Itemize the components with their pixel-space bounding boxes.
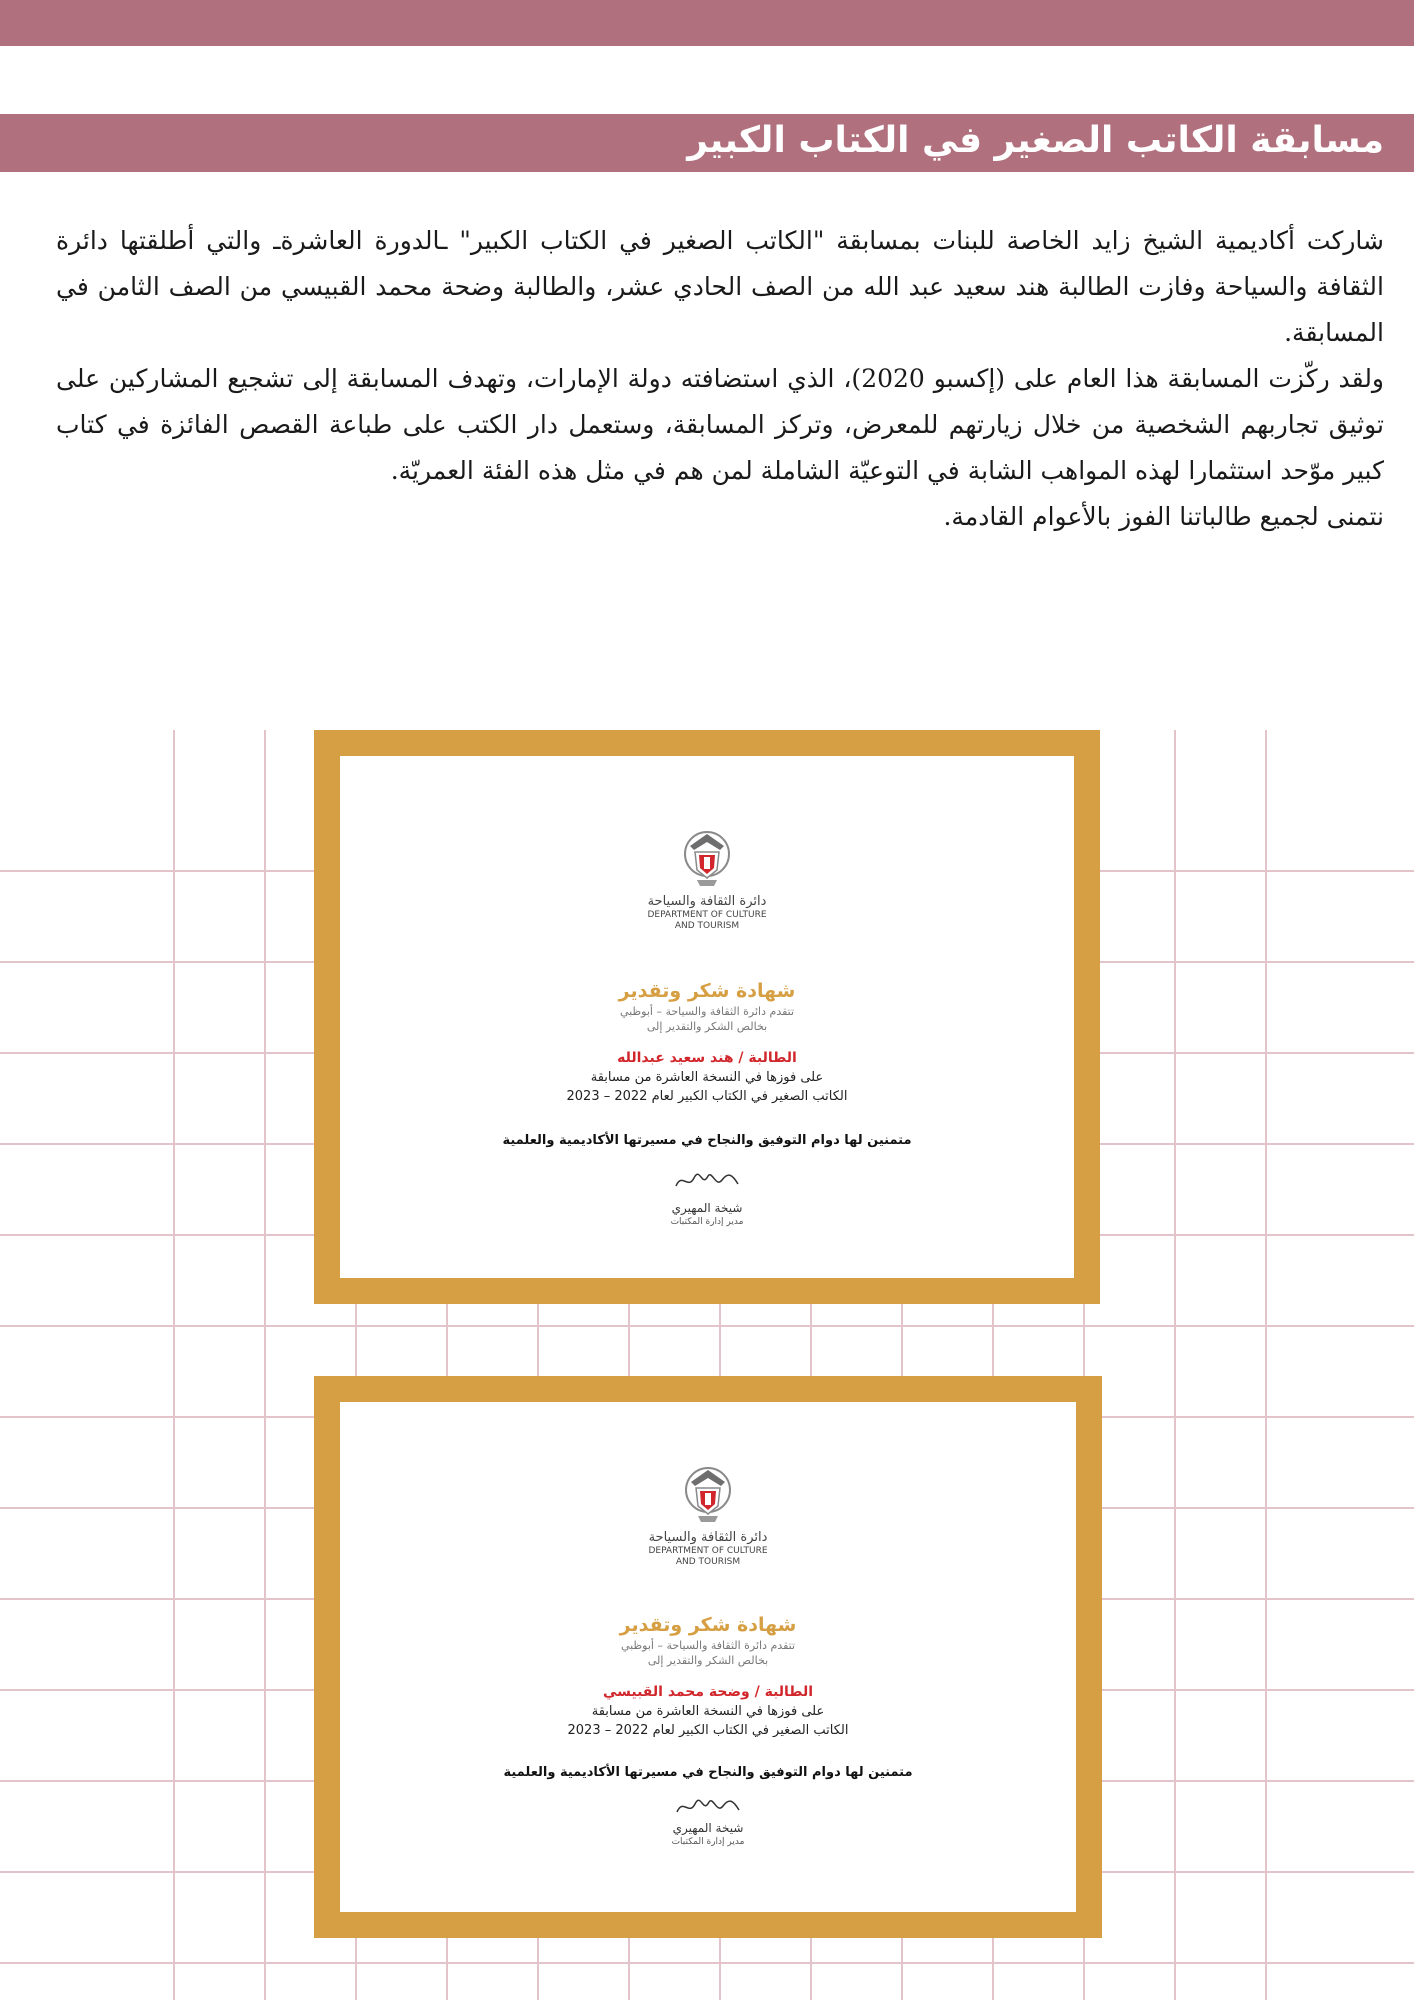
article-paragraph-3: نتمنى لجميع طالباتنا الفوز بالأعوام القادمة. (943, 502, 1384, 531)
department-name-en-line2: AND TOURISM (674, 921, 740, 931)
certificate-body-line1: على فوزها في النسخة العاشرة من مسابقة (591, 1704, 825, 1719)
certificate-wadha (314, 1376, 1102, 1938)
certificate-heading: شهادة شكر وتقدير (618, 980, 796, 1002)
article-paragraph-2: ولقد ركّزت المسابقة هذا العام على (إكسبو 2020)، الذي استضافته دولة الإمارات، وتهدف المسابقة إلى تشجيع المشاركين على توثيق تجاربهم الشخصية من خلال زيارتهم للمعرض، وتركز المسابقة، وستعمل دار الكتب على طباعة القصص الفائزة في كتاب كبير موّحد استثمارا لهذه المواهب الشابة في التوعيّة الشاملة لمن هم في مثل هذه الفئة العمريّة. (56, 364, 1385, 485)
certificate-intro-line1: تتقدم دائرة الثقافة والسياحة – أبوظبي (619, 1005, 795, 1018)
signer-title: مدير إدارة المكتبات (671, 1837, 745, 1847)
student-name: الطالبة / هند سعيد عبدالله (617, 1050, 797, 1066)
certificate-body-line1: على فوزها في النسخة العاشرة من مسابقة (590, 1070, 824, 1085)
department-name-en-line2: AND TOURISM (675, 1557, 741, 1567)
student-name: الطالبة / وضحة محمد القبيسي (602, 1684, 814, 1700)
top-decorative-bar (0, 0, 1414, 46)
signature-icon (673, 1794, 743, 1820)
title-band (0, 114, 1414, 172)
certificate-body-line2: الكاتب الصغير في الكتاب الكبير لعام 2022 – 2023 (566, 1089, 848, 1104)
article-paragraph-1: شاركت أكاديمية الشيخ زايد الخاصة للبنات بمسابقة "الكاتب الصغير في الكتاب الكبير" ـالدورة العاشرةـ والتي أطلقتها دائرة الثقافة والسياحة وفازت الطالبة هند سعيد عبد الله من الصف الحادي عشر، والطالبة وضحة محمد القبيسي من الصف الثامن في المسابقة. (56, 226, 1384, 347)
department-name-ar: دائرة الثقافة والسياحة (648, 1530, 768, 1545)
certificate-intro-line1: تتقدم دائرة الثقافة والسياحة – أبوظبي (620, 1639, 796, 1652)
certificate-body-line2: الكاتب الصغير في الكتاب الكبير لعام 2022 – 2023 (567, 1723, 849, 1738)
certificate-intro-line2: بخالص الشكر والتقدير إلى (647, 1654, 769, 1667)
certificate-intro-line2: بخالص الشكر والتقدير إلى (646, 1020, 768, 1033)
signer-name: شيخة المهيري (672, 1821, 744, 1835)
abu-dhabi-emblem-icon (682, 828, 732, 890)
certificate-hind (314, 730, 1100, 1304)
certificate-heading: شهادة شكر وتقدير (619, 1614, 797, 1636)
certificate-wish: متمنين لها دوام التوفيق والنجاح في مسيرتها الأكاديمية والعلمية (502, 1133, 912, 1148)
department-name-ar: دائرة الثقافة والسياحة (647, 894, 767, 909)
abu-dhabi-emblem-icon (683, 1464, 733, 1526)
article-body (56, 218, 1384, 540)
signature-icon (672, 1166, 742, 1194)
signer-name: شيخة المهيري (671, 1201, 743, 1215)
signer-title: مدير إدارة المكتبات (670, 1217, 744, 1227)
certificate-wish: متمنين لها دوام التوفيق والنجاح في مسيرتها الأكاديمية والعلمية (503, 1765, 913, 1780)
page-title: مسابقة الكاتب الصغير في الكتاب الكبير (687, 120, 1384, 161)
department-name-en-line1: DEPARTMENT OF CULTURE (647, 910, 767, 920)
department-name-en-line1: DEPARTMENT OF CULTURE (648, 1546, 768, 1556)
